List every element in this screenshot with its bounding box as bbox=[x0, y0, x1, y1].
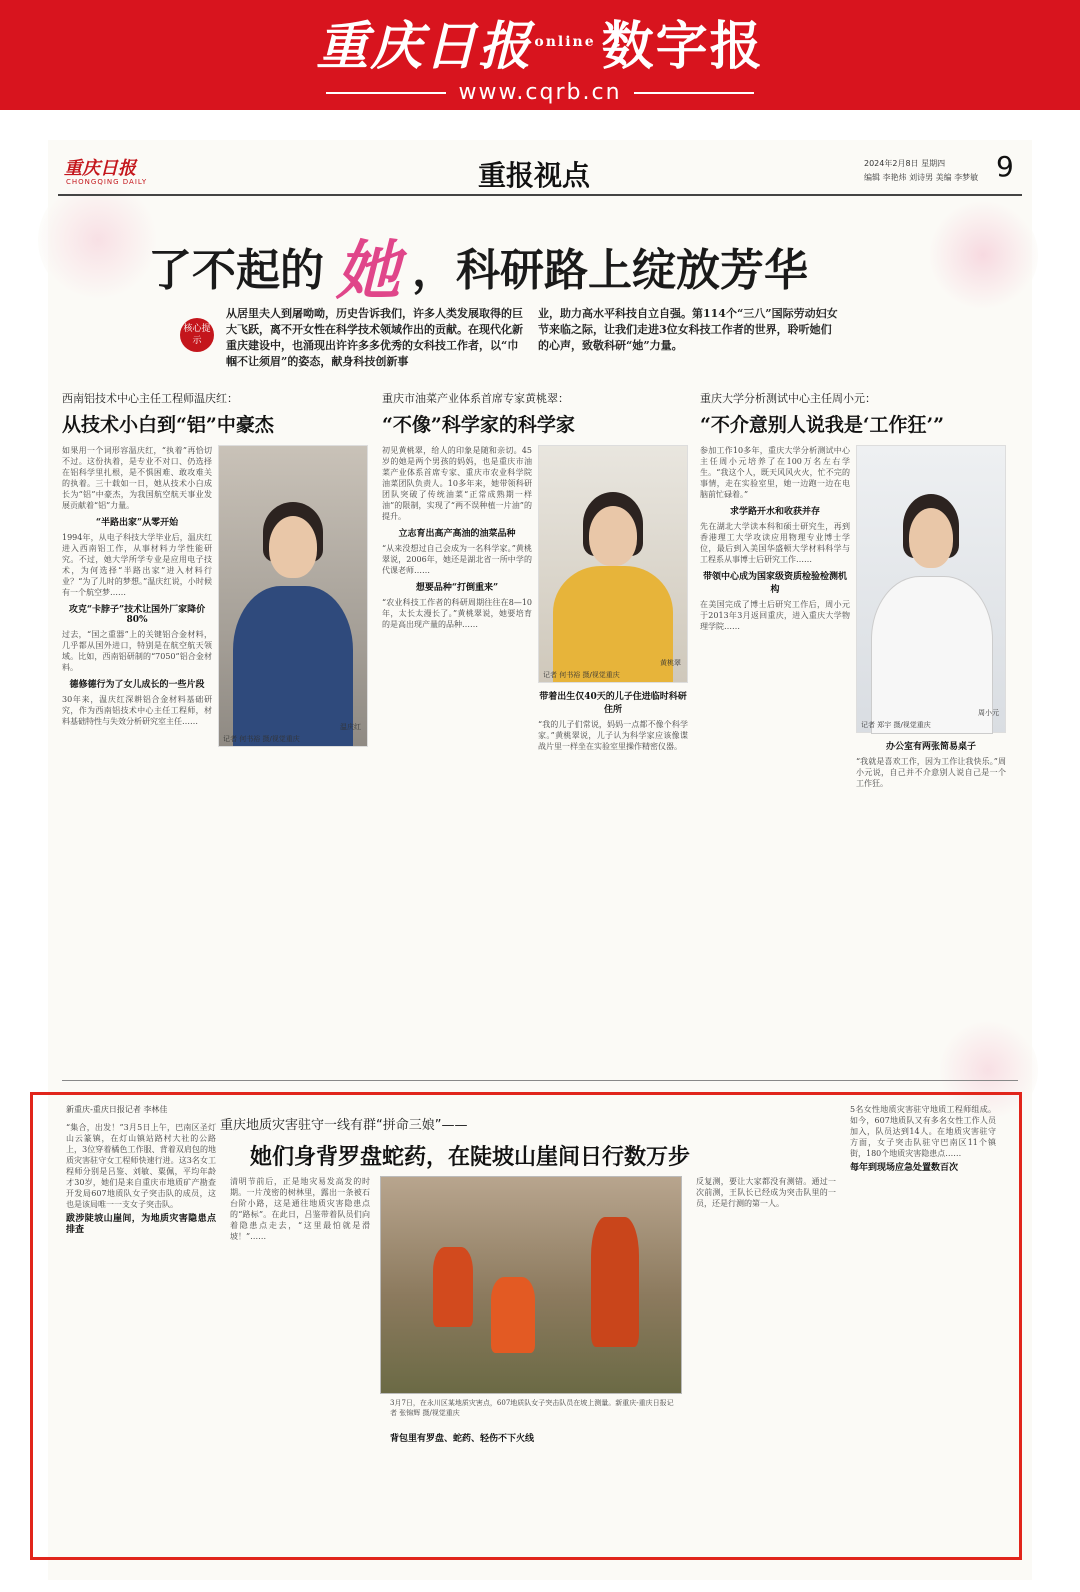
article-title[interactable]: 从技术小白到“铝”中豪杰 bbox=[62, 414, 274, 436]
page-headline bbox=[148, 220, 948, 309]
article-paragraph: 5名女性地质灾害驻守地质工程师组成。如今，607地质队又有多名女性工作人员加入，队员达到14人。在地质灾害驻守方面，女子突击队驻守巴南区11个镇街，180个地质灾害隐患点…… bbox=[850, 1105, 996, 1158]
page-number: 9 bbox=[996, 150, 1014, 183]
portrait-photo bbox=[856, 445, 1006, 733]
face-shape bbox=[909, 508, 953, 568]
article-body: 如果用一个词形容温庆红，“执着”再恰切不过。这份执着，是专业不对口、仍选择在铝科学里扎根，是不惧困难、敢攻难关的执着。三十载如一日，她从技术小白成长为“铝”中豪杰，为我国航空航天事业发展贡献着“铝”力量。 bbox=[62, 446, 212, 510]
face-shape bbox=[269, 516, 317, 578]
paper-logo: 重庆日报 bbox=[64, 158, 136, 179]
article-title[interactable]: “不介意别人说我是‘工作狂’” bbox=[700, 414, 945, 436]
article-body: 过去，“国之重器”上的关键铝合金材料，几乎都从国外进口，特别是在航空航天领域。比如，西南铝研制的“7050”铝合金材料。 bbox=[62, 630, 212, 672]
article-title[interactable]: “不像”科学家的科学家 bbox=[382, 414, 575, 436]
paper-logo-sub: CHONGQING DAILY bbox=[66, 178, 148, 186]
article-paragraph: “集合，出发！”3月5日上午，巴南区圣灯山云篆镇，在灯山镇站路村大社的公路上，3位穿着橘色工作服、背着双肩包的地质灾害驻守女工程师快速行进。这3名女工程师分别是吕鉴、刘敏、粟佩，平均年龄才30岁，她们是来自重庆市地质矿产勘查开发局607地质队女子突击队的成员，这也是该局唯一一支女子突击队。 bbox=[66, 1123, 216, 1209]
article-subhead: 跋涉陡坡山崖间，为地质灾害隐患点排查 bbox=[66, 1214, 216, 1235]
article-kicker: 西南铝技术中心主任工程师温庆红： bbox=[62, 392, 238, 405]
intro-paragraph-1: 从居里夫人到屠呦呦，历史告诉我们，许多人类发展取得的巨大飞跃，离不开女性在科学技术领域作出的贡献。在现代化新重庆建设中，也涌现出许许多多优秀的女科技工作者，以“巾帼不让须眉”的姿态，献身科技创新事 bbox=[226, 307, 523, 368]
intro-paragraph-2: 业，助力高水平科技自立自强。第114个“三八”国际劳动妇女节来临之际，让我们走进3位女科技工作者的世界，聆听她们的心声，致敬科研“她”力量。 bbox=[538, 307, 838, 352]
article-subhead: 背包里有罗盘、蛇药、轻伤不下火线 bbox=[390, 1434, 535, 1444]
article-body: “农业科技工作者的科研周期往往在8—10年，太长太漫长了。”黄桃翠说，她要培育的是高出现产量的品种…… bbox=[382, 598, 532, 629]
article-subhead: 带领中心成为国家级资质检验检测机构 bbox=[702, 572, 847, 595]
article-kicker: 重庆市油菜产业体系首席专家黄桃翠： bbox=[382, 392, 569, 405]
flower-decoration bbox=[38, 180, 158, 300]
article-body: 初见黄桃翠，给人的印象是随和亲切。45岁的她是两个男孩的妈妈，也是重庆市油菜产业体系首席专家、重庆市农业科学院油菜团队负责人。10多年来，她带领科研团队突破了传统油菜“正常成熟期一样油”的限制，实现了“两不误种植一片油”的提升。 bbox=[382, 446, 532, 521]
headline-part1: 了不起的 bbox=[148, 245, 324, 296]
headline-her: 她 bbox=[336, 234, 400, 309]
photo-credit: 记者 何书裕 摄/视觉重庆 bbox=[543, 671, 620, 679]
portrait-photo bbox=[218, 445, 368, 747]
article-body: 参加工作10多年，重庆大学分析测试中心主任周小元培养了在100万名左右学生。“我这个人，既天风风火火，忙不完的事情，走在实验室里，她一边跑一边在电脑前忙碌着。” bbox=[700, 446, 850, 499]
photo-person-name: 黄桃翠 bbox=[660, 659, 681, 667]
photo-credit: 记者 郑宇 摄/视觉重庆 bbox=[861, 721, 931, 729]
article-column-1 bbox=[62, 390, 368, 1150]
article-body: 30年来，温庆红深耕铝合金材料基础研究，作为西南铝技术中心主任工程师，材料基础特性与失效分析研究室主任…… bbox=[62, 695, 212, 726]
site-logo[interactable] bbox=[0, 4, 1080, 79]
article-paragraph: 清明节前后，正是地灾易发高发的时期。一片茂密的树林里，露出一条被石台阶小路，这是通往地质灾害隐患点的“路标”。在此日，吕鉴带着队员们向着隐患点走去，“这里最怕就是滑坡！”…… bbox=[230, 1177, 370, 1241]
highlight-frame bbox=[30, 1092, 1022, 1560]
url-left-rule bbox=[326, 92, 446, 94]
article-body: 在美国完成了博士后研究工作后，周小元于2013年3月返回重庆，进入重庆大学物理学院…… bbox=[700, 600, 850, 631]
article-body: 1994年，从电子科技大学毕业后，温庆红进入西南铝工作，从事材料力学性能研究。不过，她大学所学专业是应用电子技术，为何选择“半路出家”进入材料行业？“为了儿时的梦想。”温庆红说，小时候有一个航空梦…… bbox=[62, 533, 212, 597]
article-body: “我就是喜欢工作，因为工作让我快乐。”周小元说，自己并不介意别人说自己是一个工作狂。 bbox=[856, 757, 1006, 788]
article-subhead: 想要品种“打倒重来” bbox=[415, 583, 499, 593]
photo-caption: 3月7日，在永川区某地质灾害点，607地质队女子突击队员在坡上测量。新重庆-重庆日报记者 张锦辉 摄/视觉重庆 bbox=[390, 1399, 674, 1417]
article-body: “我的儿子们常说，妈妈一点都不像个科学家。”黄桃翠说，儿子认为科学家应该像谍战片里一样坐在实验室里操作精密仪器。 bbox=[538, 720, 688, 751]
site-url-text: www.cqrb.cn bbox=[458, 80, 622, 105]
jacket-shape bbox=[233, 586, 353, 746]
article-column-3 bbox=[700, 390, 1006, 1150]
portrait-photo bbox=[538, 445, 688, 683]
url-right-rule bbox=[634, 92, 754, 94]
core-tip-badge: 核心提示 bbox=[180, 318, 214, 352]
headline-part2: ，科研路上绽放芳华 bbox=[412, 245, 808, 296]
article-paragraph: 反复测，要让大家都没有测错。通过一次前测，王队长已经成为突击队里的一员，还是行测的第一人。 bbox=[696, 1177, 836, 1208]
brand-suffix: 数字报 bbox=[601, 17, 764, 77]
article-column-2 bbox=[382, 390, 688, 1150]
page-masthead bbox=[58, 150, 1022, 196]
section-title: 重报视点 bbox=[478, 159, 591, 192]
article-subhead: “半路出家”从零开始 bbox=[95, 518, 179, 528]
editor-credits: 编辑 李艳炜 刘诗男 美编 李梦敏 bbox=[864, 173, 979, 182]
photo-credit: 记者 何书裕 摄/视觉重庆 bbox=[223, 735, 300, 743]
article-subhead: 立志育出高产高油的油菜品种 bbox=[398, 529, 516, 539]
article-title[interactable]: 她们身背罗盘蛇药，在陡坡山崖间日行数万步 bbox=[250, 1144, 691, 1170]
article-kicker: 重庆大学分析测试中心主任周小元： bbox=[700, 392, 876, 405]
face-shape bbox=[589, 506, 637, 566]
article-kicker: 重庆地质灾害驻守一线有群“拼命三娘”—— bbox=[220, 1118, 468, 1133]
brand-name: 重庆日报 bbox=[316, 16, 533, 77]
article-subhead: 办公室有两张简易桌子 bbox=[885, 742, 976, 752]
article-subhead: 每年到现场应急处置数百次 bbox=[850, 1163, 959, 1173]
jacket-shape bbox=[553, 566, 673, 682]
article-subhead: 攻克“卡脖子”技术让国外厂家降价80% bbox=[68, 605, 206, 625]
article-author: 新重庆-重庆日报记者 李林佳 bbox=[66, 1105, 168, 1114]
article-subhead: 德修德行为了女儿成长的一些片段 bbox=[69, 680, 205, 690]
section-divider bbox=[62, 1080, 1018, 1081]
site-url[interactable] bbox=[0, 80, 1080, 105]
article-subhead: 求学路开水和收获并存 bbox=[729, 507, 820, 517]
article-body: “从来没想过自己会成为一名科学家。”黄桃翠说，2006年，她还是湖北省一所中学的代课老师…… bbox=[382, 544, 532, 575]
site-banner bbox=[0, 0, 1080, 110]
article-subhead: 带着出生仅40天的儿子住进临时科研住所 bbox=[539, 692, 687, 715]
issue-date: 2024年2月8日 星期四 bbox=[864, 159, 946, 168]
online-label: online bbox=[534, 33, 596, 50]
labcoat-shape bbox=[871, 576, 993, 734]
photo-person-name: 温庆红 bbox=[340, 723, 361, 731]
article-body: 先在湖北大学读本科和硕士研究生，再到香港理工大学攻读应用物理专业博士学位，最后到入美国华盛顿大学材料科学与工程系从事博士后研究工作…… bbox=[700, 522, 850, 564]
photo-person-name: 周小元 bbox=[978, 709, 999, 717]
